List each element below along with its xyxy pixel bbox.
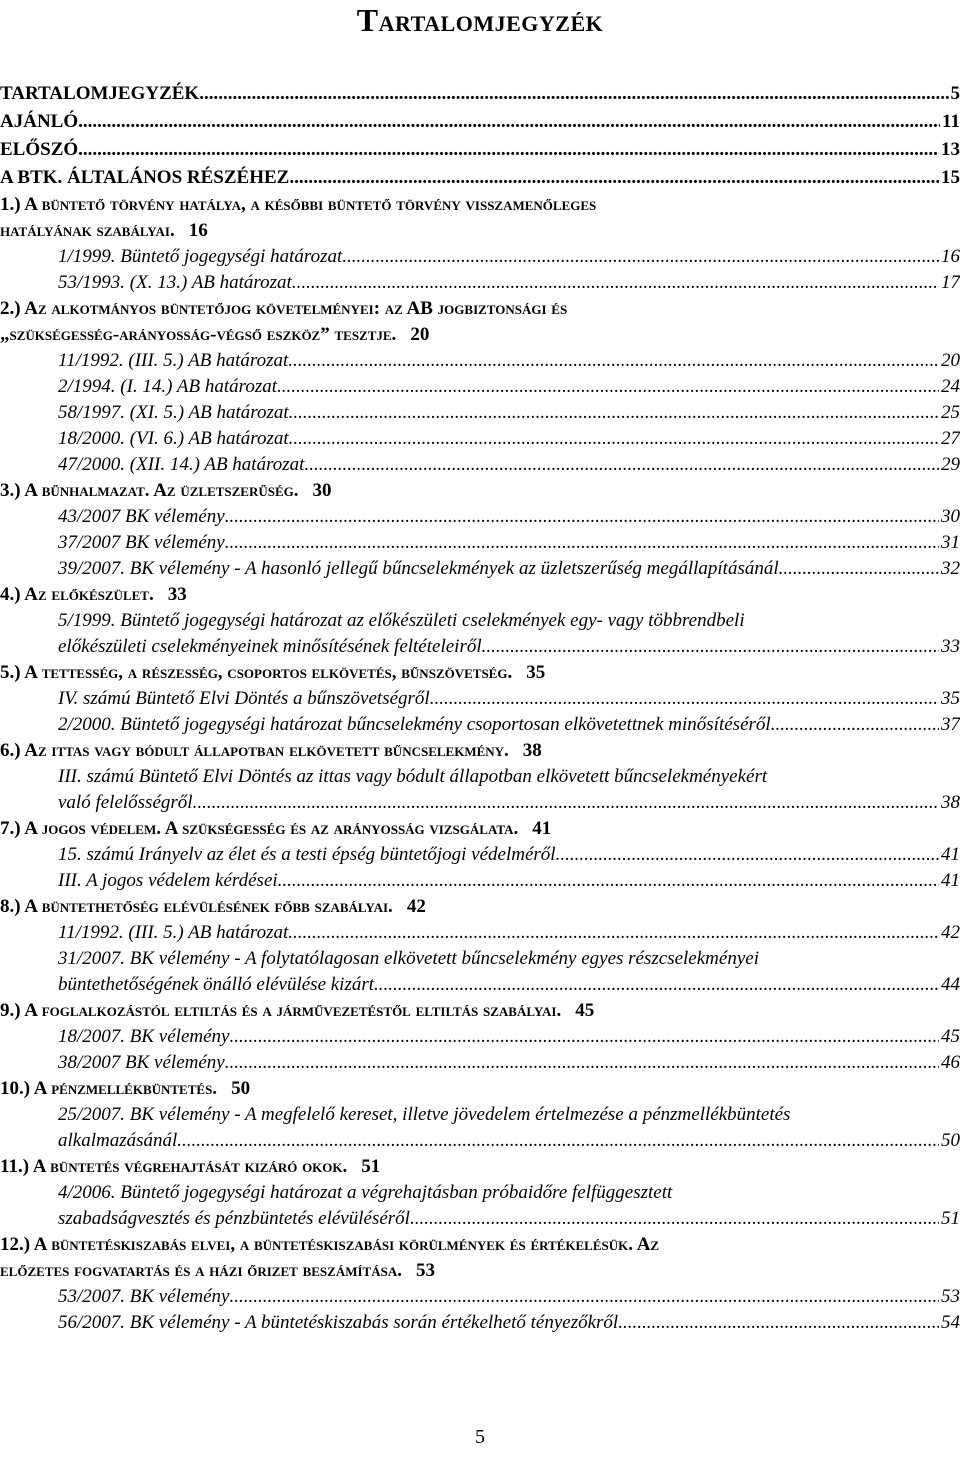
toc-section-heading[interactable] — [0, 1232, 960, 1258]
toc-entry-continuation[interactable] — [0, 972, 960, 998]
toc-section-heading[interactable] — [0, 296, 960, 322]
toc-entry-text: 3.) A bűnhalmazat. Az üzletszerűség. — [0, 480, 299, 501]
toc-page-number: 16 — [188, 220, 208, 241]
toc-entry-text: III. A jogos védelem kérdései — [58, 870, 278, 891]
toc-entry-text: 53/2007. BK vélemény — [58, 1286, 230, 1307]
toc-entry-text-continued: alkalmazásánál — [58, 1130, 178, 1151]
toc-page-number: 38 — [941, 792, 960, 813]
toc-page-number: 38 — [522, 740, 542, 761]
toc-entry[interactable] — [0, 946, 960, 972]
toc-entry[interactable] — [0, 270, 960, 296]
toc-section-heading[interactable] — [0, 192, 960, 218]
dot-leader — [342, 244, 939, 270]
dot-leader — [288, 348, 939, 374]
dot-leader — [379, 972, 939, 998]
dot-leader — [618, 1310, 939, 1336]
toc-entry-text: 37/2007 BK vélemény — [58, 532, 225, 553]
toc-page-number: 20 — [941, 350, 960, 371]
toc-entry-text: 11/1992. (III. 5.) AB határozat — [58, 350, 289, 371]
toc-entry-text-continued: hatályának szabályai. — [0, 220, 175, 241]
dot-leader — [771, 712, 939, 738]
toc-entry[interactable] — [0, 504, 960, 530]
toc-entry-text: 18/2007. BK vélemény — [58, 1026, 230, 1047]
toc-entry-text: 11/1992. (III. 5.) AB határozat — [58, 922, 289, 943]
toc-entry-text: 58/1997. (XI. 5.) AB határozat — [58, 402, 289, 423]
dot-leader — [482, 634, 939, 660]
toc-page-number: 35 — [526, 662, 546, 683]
toc-page-number: 29 — [941, 454, 960, 475]
toc-entry-text-continued: „szükségesség-arányosság-végső eszköz” tesztje. — [0, 324, 397, 345]
toc-entry-text: 47/2000. (XII. 14.) AB határozat — [58, 454, 305, 475]
toc-page-number: 53 — [415, 1260, 435, 1281]
toc-entry-continuation[interactable] — [0, 790, 960, 816]
dot-leader — [430, 686, 939, 712]
toc-page-number: 33 — [941, 636, 960, 657]
toc-entry-text: 25/2007. BK vélemény - A megfelelő kereset, illetve jövedelem értelmezése a pénzmellékbüntetés — [58, 1104, 791, 1125]
toc-page-number: 11 — [942, 111, 960, 132]
toc-entry-text: 12.) A büntetéskiszabás elvei, a büntetéskiszabási körülmények és értékelésük. Az — [0, 1234, 660, 1255]
toc-page-number: 50 — [231, 1078, 251, 1099]
toc-entry-text: 4.) Az előkészület. — [0, 584, 154, 605]
toc-entry-text: 43/2007 BK vélemény — [58, 506, 225, 527]
toc-entry-text: 6.) Az ittas vagy bódult állapotban elkövetett bűncselekmény. — [0, 740, 509, 761]
toc-entry-text: AJÁNLÓ — [0, 111, 79, 132]
toc-entry[interactable] — [0, 426, 960, 452]
toc-entry[interactable] — [0, 608, 960, 634]
toc-section-heading-continuation[interactable] — [0, 322, 960, 348]
toc-entry-text: 56/2007. BK vélemény - A büntetéskiszabás során értékelhető tényezőkről — [58, 1312, 619, 1333]
toc-entry-text: 11.) A büntetés végrehajtását kizáró okok. — [0, 1156, 348, 1177]
toc-entry-text-continued: való felelősségről — [58, 792, 193, 813]
toc-entry[interactable] — [0, 686, 960, 712]
toc-page-number: 51 — [941, 1208, 960, 1229]
toc-entry[interactable] — [0, 1180, 960, 1206]
toc-entry[interactable] — [0, 920, 960, 946]
toc-entry[interactable] — [0, 348, 960, 374]
dot-leader — [304, 452, 939, 478]
toc-section-heading[interactable] — [0, 816, 960, 842]
dot-leader — [225, 1050, 939, 1076]
toc-page-number: 50 — [941, 1130, 960, 1151]
page-number: 5 — [475, 1426, 485, 1448]
toc-page-number: 41 — [532, 818, 552, 839]
dot-leader — [199, 80, 948, 108]
toc-entry-text: 31/2007. BK vélemény - A folytatólagosan elkövetett bűncselekmény egyes részcselekményei — [58, 948, 759, 969]
toc-entry-text: IV. számú Büntető Elvi Döntés a bűnszövetségről — [58, 688, 430, 709]
dot-leader — [225, 504, 939, 530]
toc-page-number: 24 — [941, 376, 960, 397]
toc-page-number: 30 — [312, 480, 332, 501]
dot-leader — [229, 1284, 939, 1310]
toc-page-number: 54 — [941, 1312, 960, 1333]
toc-entry[interactable] — [0, 452, 960, 478]
toc-entry-text: 9.) A foglalkozástól eltiltás és a járművezetéstől eltiltás szabályai. — [0, 1000, 562, 1021]
toc-entry[interactable] — [0, 1284, 960, 1310]
toc-section-heading[interactable] — [0, 894, 960, 920]
dot-leader — [177, 1128, 939, 1154]
page-title: Tartalomjegyzék — [356, 2, 604, 38]
toc-page-number: 45 — [941, 1026, 960, 1047]
toc-page-number: 17 — [941, 272, 960, 293]
toc-entry-text: TARTALOMJEGYZÉK — [0, 83, 200, 104]
toc-page-number: 5 — [950, 83, 960, 104]
toc-entry-text: 4/2006. Büntető jogegységi határozat a végrehajtásban próbaidőre felfüggesztett — [58, 1182, 673, 1203]
toc-page-number: 13 — [941, 139, 960, 160]
toc-page-number: 27 — [941, 428, 960, 449]
dot-leader — [78, 108, 940, 136]
toc-entry-text: 5/1999. Büntető jogegységi határozat az előkészületi cselekmények egy- vagy többrendbeli — [58, 610, 745, 631]
table-of-contents — [0, 80, 960, 1336]
toc-top-entry[interactable] — [0, 108, 960, 136]
toc-section-heading[interactable] — [0, 1154, 960, 1180]
toc-entry-text: 1.) A büntető törvény hatálya, a későbbi büntető törvény visszamenőleges — [0, 194, 597, 215]
toc-entry-continuation[interactable] — [0, 634, 960, 660]
toc-page-number: 42 — [941, 922, 960, 943]
toc-page-number: 42 — [406, 896, 426, 917]
toc-page-number: 35 — [941, 688, 960, 709]
dot-leader — [289, 164, 939, 192]
toc-entry-text: 2/1994. (I. 14.) AB határozat — [58, 376, 278, 397]
dot-leader — [193, 790, 939, 816]
toc-entry[interactable] — [0, 400, 960, 426]
dot-leader — [78, 136, 939, 164]
toc-section-heading-continuation[interactable] — [0, 1258, 960, 1284]
toc-page-number: 46 — [941, 1052, 960, 1073]
toc-page-number: 44 — [941, 974, 960, 995]
dot-leader — [225, 530, 939, 556]
dot-leader — [289, 400, 939, 426]
toc-entry[interactable] — [0, 868, 960, 894]
toc-entry-text: III. számú Büntető Elvi Döntés az ittas vagy bódult állapotban elkövetett bűncselekményekért — [58, 766, 768, 787]
toc-section-heading[interactable] — [0, 660, 960, 686]
toc-page-number: 25 — [941, 402, 960, 423]
toc-entry-text: 2/2000. Büntető jogegységi határozat bűncselekmény csoportosan elkövetettnek minősítéséről — [58, 714, 771, 735]
toc-entry-text: 10.) A pénzmellékbüntetés. — [0, 1078, 218, 1099]
dot-leader — [288, 920, 939, 946]
toc-entry-text: 38/2007 BK vélemény — [58, 1052, 225, 1073]
toc-entry[interactable] — [0, 842, 960, 868]
dot-leader — [289, 426, 939, 452]
toc-entry[interactable] — [0, 530, 960, 556]
toc-entry[interactable] — [0, 374, 960, 400]
toc-entry[interactable] — [0, 1102, 960, 1128]
toc-entry[interactable] — [0, 244, 960, 270]
toc-entry-text: A BTK. ÁLTALÁNOS RÉSZÉHEZ — [0, 167, 290, 188]
toc-entry-continuation[interactable] — [0, 1128, 960, 1154]
toc-entry-text-continued: előkészületi cselekményeinek minősítésének feltételeiről — [58, 636, 482, 657]
toc-entry-text: 18/2000. (VI. 6.) AB határozat — [58, 428, 289, 449]
toc-entry[interactable] — [0, 764, 960, 790]
toc-page-number: 20 — [410, 324, 430, 345]
dot-leader — [277, 374, 939, 400]
toc-page-number: 45 — [575, 1000, 595, 1021]
toc-section-heading[interactable] — [0, 1076, 960, 1102]
dot-leader — [278, 868, 939, 894]
toc-entry[interactable] — [0, 712, 960, 738]
toc-entry[interactable] — [0, 556, 960, 582]
toc-section-heading[interactable] — [0, 478, 960, 504]
toc-section-heading[interactable] — [0, 582, 960, 608]
toc-entry-text: 15. számú Irányelv az élet és a testi épség büntetőjogi védelméről — [58, 844, 556, 865]
toc-page-number: 31 — [941, 532, 960, 553]
toc-page-number: 33 — [167, 584, 187, 605]
toc-entry-text: ELŐSZÓ — [0, 139, 79, 160]
toc-entry-text: 8.) A büntethetőség elévülésének főbb szabályai. — [0, 896, 393, 917]
toc-top-entry[interactable] — [0, 80, 960, 108]
toc-page-number: 32 — [941, 558, 960, 579]
toc-page-number: 16 — [941, 246, 960, 267]
toc-entry-text-continued: büntethetőségének önálló elévülése kizárt. — [58, 974, 379, 995]
dot-leader — [292, 270, 939, 296]
dot-leader — [229, 1024, 939, 1050]
toc-entry-text-continued: előzetes fogvatartás és a házi őrizet beszámítása. — [0, 1260, 402, 1281]
toc-entry-text: 2.) Az alkotmányos büntetőjog követelményei: az AB jogbiztonsági és — [0, 298, 568, 319]
toc-entry-text: 53/1993. (X. 13.) AB határozat — [58, 272, 292, 293]
toc-page-number: 41 — [941, 870, 960, 891]
toc-entry[interactable] — [0, 1050, 960, 1076]
toc-entry-text: 1/1999. Büntető jogegységi határozat — [58, 246, 343, 267]
toc-top-entry[interactable] — [0, 136, 960, 164]
toc-entry-text: 7.) A jogos védelem. A szükségesség és az arányosság vizsgálata. — [0, 818, 519, 839]
toc-entry[interactable] — [0, 1024, 960, 1050]
toc-page-number: 51 — [361, 1156, 381, 1177]
toc-page-number: 37 — [941, 714, 960, 735]
toc-page-number: 15 — [941, 167, 960, 188]
toc-entry-text-continued: szabadságvesztés és pénzbüntetés elévüléséről — [58, 1208, 410, 1229]
toc-page-number: 30 — [941, 506, 960, 527]
dot-leader — [556, 842, 939, 868]
toc-entry-text: 39/2007. BK vélemény - A hasonló jellegű bűncselekmények az üzletszerűség megállapításánál — [58, 558, 779, 579]
toc-entry-continuation[interactable] — [0, 1206, 960, 1232]
toc-top-entry[interactable] — [0, 164, 960, 192]
toc-entry-text: 5.) A tettesség, a részesség, csoportos elkövetés, bűnszövetség. — [0, 662, 513, 683]
dot-leader — [410, 1206, 939, 1232]
toc-section-heading[interactable] — [0, 738, 960, 764]
toc-section-heading[interactable] — [0, 998, 960, 1024]
toc-section-heading-continuation[interactable] — [0, 218, 960, 244]
toc-entry[interactable] — [0, 1310, 960, 1336]
dot-leader — [779, 556, 939, 582]
toc-page-number: 53 — [941, 1286, 960, 1307]
toc-page-number: 41 — [941, 844, 960, 865]
